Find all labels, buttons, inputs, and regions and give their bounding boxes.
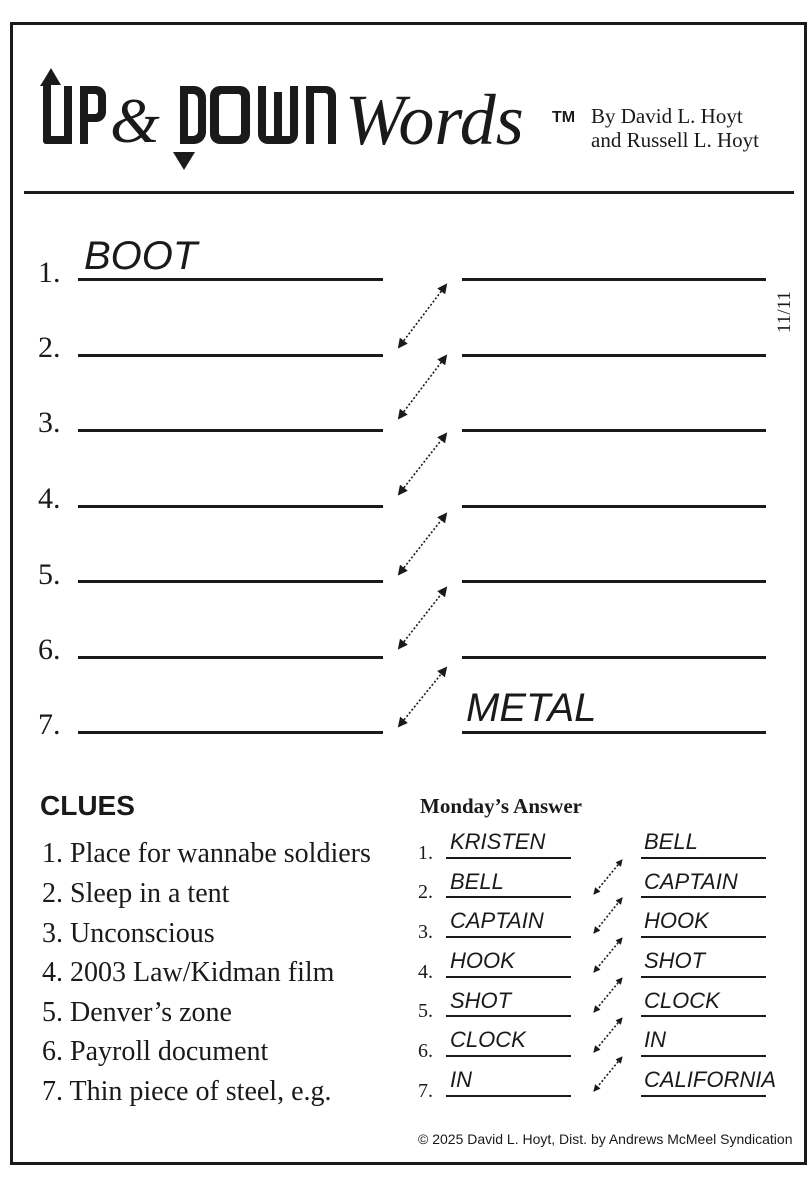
- row-number-6: 6.: [38, 633, 61, 666]
- date-label: 11/11: [774, 291, 795, 333]
- answer-right-7: CALIFORNIA: [644, 1067, 777, 1092]
- byline-line-1: By David L. Hoyt: [591, 104, 743, 128]
- answer-right-line-2: [641, 896, 766, 898]
- connector-5-6: [399, 588, 446, 648]
- answer-right-line-3: [641, 936, 766, 938]
- answer-connector-1: [594, 860, 622, 894]
- start-word: BOOT: [84, 234, 198, 278]
- answer-number-3: 3.: [418, 921, 433, 943]
- answer-right-line-5: [641, 1015, 766, 1017]
- row-number-4: 4.: [38, 482, 61, 515]
- clue-4: 4. 2003 Law/Kidman film: [42, 957, 335, 988]
- answer-right-line-1: [641, 857, 766, 859]
- answer-right-3: HOOK: [644, 908, 709, 933]
- answer-left-line-5: [446, 1015, 571, 1017]
- answer-right-5: CLOCK: [644, 988, 720, 1013]
- answer-right-line-4: [641, 976, 766, 978]
- end-word: METAL: [466, 686, 597, 730]
- answer-heading: Monday’s Answer: [420, 794, 582, 818]
- answer-right-6: IN: [644, 1027, 666, 1052]
- answer-left-6: CLOCK: [450, 1027, 526, 1052]
- clue-6: 6. Payroll document: [42, 1036, 269, 1067]
- answer-left-7: IN: [450, 1067, 472, 1092]
- connector-2-3: [399, 356, 446, 418]
- clue-3: 3. Unconscious: [42, 918, 215, 949]
- answer-connector-2: [594, 898, 622, 933]
- clue-5: 5. Denver’s zone: [42, 997, 232, 1028]
- answer-left-5: SHOT: [450, 988, 512, 1013]
- answer-connector-3: [594, 938, 622, 972]
- copyright-notice: © 2025 David L. Hoyt, Dist. by Andrews McMeel Syndication: [418, 1131, 793, 1147]
- answer-left-line-6: [446, 1055, 571, 1057]
- answer-right-1: BELL: [644, 829, 698, 854]
- clue-2: 2. Sleep in a tent: [42, 878, 230, 909]
- answer-number-2: 2.: [418, 881, 433, 903]
- connector-4-5: [399, 514, 446, 574]
- row-number-3: 3.: [38, 406, 61, 439]
- answer-number-4: 4.: [418, 961, 433, 983]
- svg-text:TM: TM: [552, 109, 576, 126]
- answer-right-4: SHOT: [644, 948, 706, 973]
- answer-left-2: BELL: [450, 869, 504, 894]
- answer-number-1: 1.: [418, 842, 433, 864]
- clues-heading: CLUES: [40, 790, 135, 821]
- answer-right-line-6: [641, 1055, 766, 1057]
- clue-1: 1. Place for wannabe soldiers: [42, 838, 371, 869]
- answer-left-line-2: [446, 896, 571, 898]
- answer-connector-5: [594, 1018, 622, 1052]
- row-number-5: 5.: [38, 558, 61, 591]
- row-number-1: 1.: [38, 256, 61, 289]
- answer-left-line-7: [446, 1095, 571, 1097]
- answer-number-7: 7.: [418, 1080, 433, 1102]
- answer-left-line-3: [446, 936, 571, 938]
- answer-right-line-7: [641, 1095, 766, 1097]
- answer-number-5: 5.: [418, 1000, 433, 1022]
- connector-6-7: [399, 668, 446, 726]
- answer-left-4: HOOK: [450, 948, 515, 973]
- row-number-2: 2.: [38, 331, 61, 364]
- clue-7: 7. Thin piece of steel, e.g.: [42, 1076, 332, 1107]
- answer-left-1: KRISTEN: [450, 829, 546, 854]
- answer-left-line-4: [446, 976, 571, 978]
- answer-left-3: CAPTAIN: [450, 908, 544, 933]
- answer-right-2: CAPTAIN: [644, 869, 738, 894]
- answer-connector-4: [594, 978, 622, 1012]
- byline-line-2: and Russell L. Hoyt: [591, 128, 759, 152]
- answer-left-line-1: [446, 857, 571, 859]
- connector-1-2: [399, 285, 446, 347]
- row-number-7: 7.: [38, 708, 61, 741]
- answer-connector-6: [594, 1057, 622, 1091]
- answer-number-6: 6.: [418, 1040, 433, 1062]
- svg-text:Words: Words: [345, 80, 524, 160]
- svg-text:&: &: [110, 85, 160, 156]
- connector-3-4: [399, 434, 446, 494]
